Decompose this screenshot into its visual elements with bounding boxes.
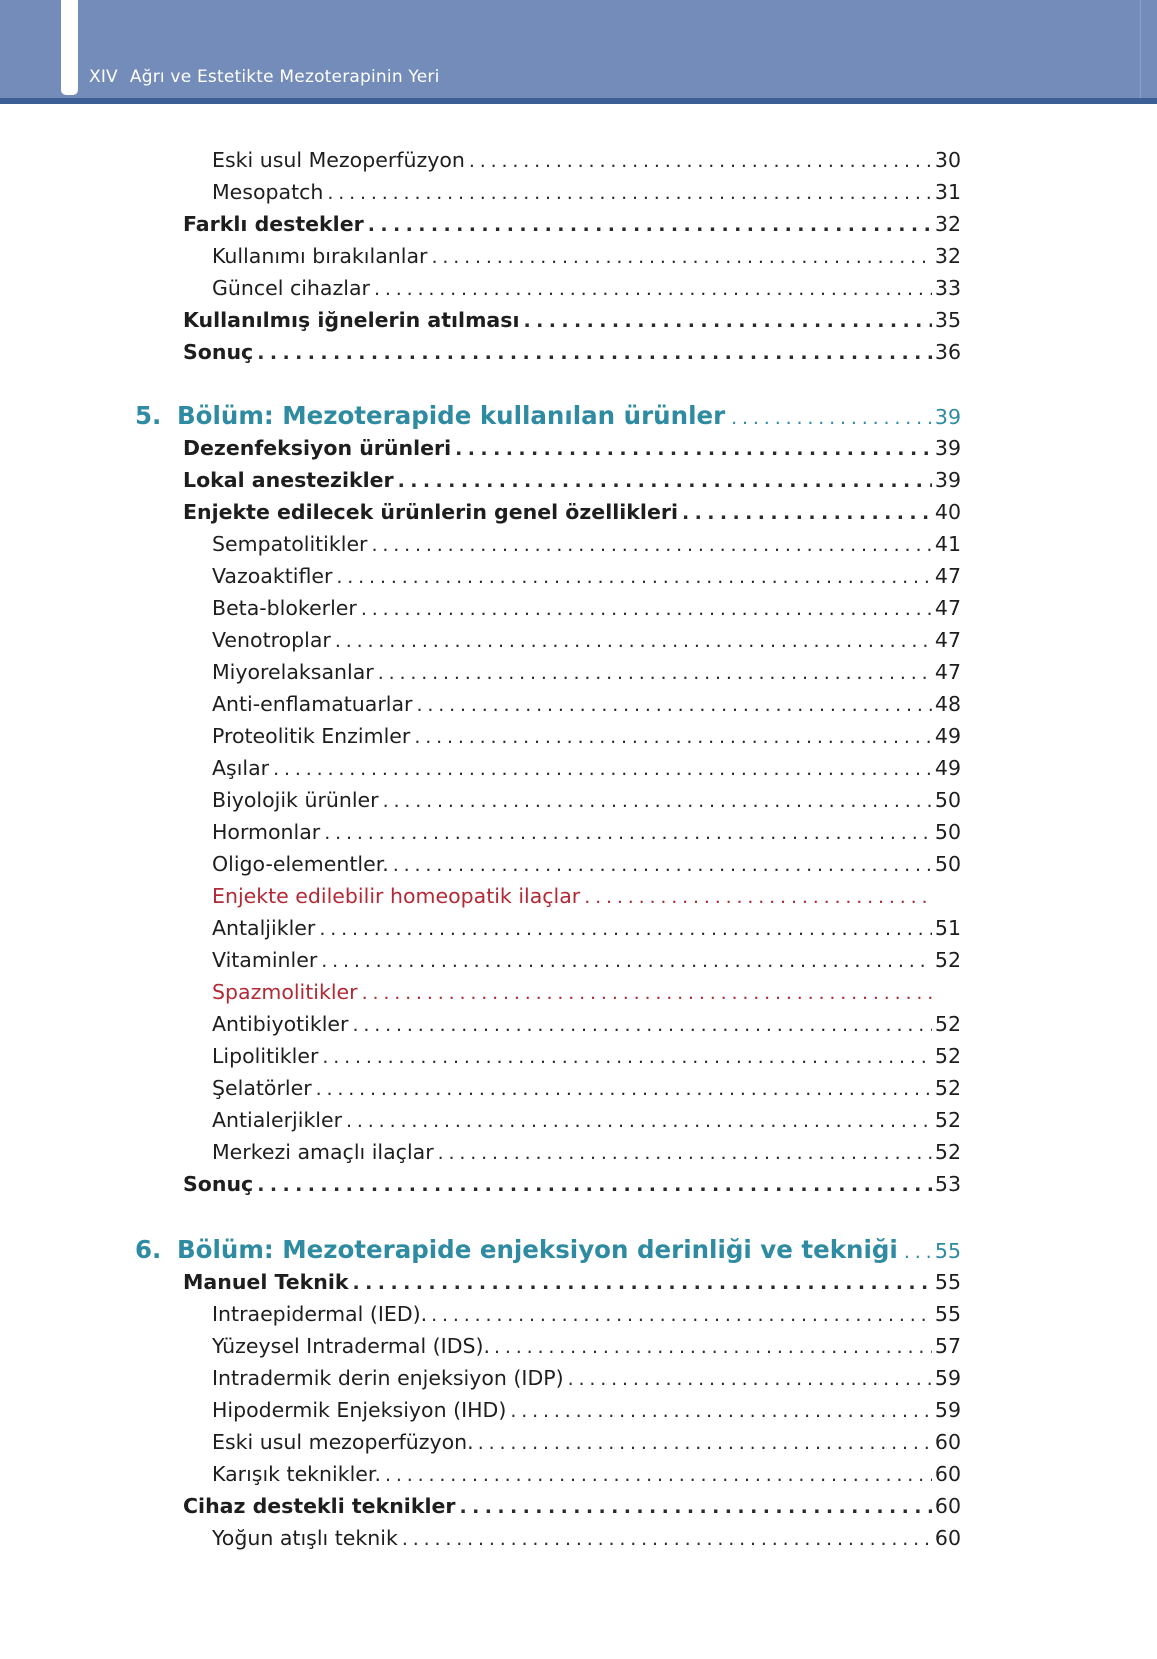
toc-entry-page: 60 [934,1462,961,1486]
toc-entry[interactable] [212,724,961,754]
toc-entry[interactable] [212,1430,961,1460]
toc-entry-title: Proteolitik Enzimler [212,724,411,748]
toc-entry-title: Mesopatch [212,180,324,204]
toc-section[interactable] [183,1172,961,1202]
toc-entry-title: Eski usul mezoperfüzyon. [212,1430,474,1454]
toc-entry-title: Karışık teknikler. [212,1462,381,1486]
toc-section[interactable] [183,340,961,370]
dot-leader [398,470,932,492]
dot-leader [335,630,932,652]
toc-entry-title: Enjekte edilebilir homeopatik ilaçlar [212,884,581,908]
toc-entry[interactable] [212,1012,961,1042]
dot-leader [431,246,931,268]
toc-entry-title: Manuel Teknik [183,1270,349,1294]
toc-section[interactable] [183,212,961,242]
toc-entry-highlighted[interactable] [212,884,961,914]
toc-entry[interactable] [212,788,961,818]
toc-entry[interactable] [212,1366,961,1396]
dot-leader [319,918,932,940]
book-title: Ağrı ve Estetikte Mezoterapinin Yeri [129,67,440,87]
dot-leader [510,1400,932,1422]
toc-entry[interactable] [212,1044,961,1074]
toc-entry-title: Dezenfeksiyon ürünleri [183,436,452,460]
toc-entry-page: 49 [934,756,961,780]
dot-leader [416,694,931,716]
toc-section[interactable] [183,468,961,498]
dot-leader [904,1241,932,1263]
dot-leader [352,1014,931,1036]
toc-entry-page: 47 [934,596,961,620]
toc-entry[interactable] [212,948,961,978]
toc-entry[interactable] [212,1462,961,1492]
dot-leader [371,534,931,556]
toc-entry-title: Sonuç [183,1172,254,1196]
toc-entry[interactable] [212,1398,961,1428]
chapter-number: 6. [135,1235,162,1264]
dot-leader [393,854,932,876]
toc-entry-title: Oligo-elementler. [212,852,389,876]
toc-entry-page: 35 [934,308,961,332]
toc-entry-page: 32 [934,244,961,268]
toc-entry-page: 50 [934,820,961,844]
dot-leader [431,1304,932,1326]
dot-leader [478,1432,932,1454]
running-header [89,67,440,87]
toc-chapter-5[interactable] [135,401,961,435]
toc-entry-page: 52 [934,1140,961,1164]
chapter-page: 55 [934,1239,961,1263]
toc-entry[interactable] [212,852,961,882]
dot-leader [385,1464,932,1486]
toc-entry[interactable] [212,564,961,594]
toc-entry-title: Antialerjikler [212,1108,343,1132]
toc-entry-page: 52 [934,1012,961,1036]
toc-entry-title: Antibiyotikler [212,1012,349,1036]
toc-entry-title: Venotroplar [212,628,331,652]
dot-leader [362,982,934,1004]
toc-entry[interactable] [212,916,961,946]
toc-entry[interactable] [212,820,961,850]
toc-entry-page: 55 [934,1270,961,1294]
dot-leader [257,1174,932,1196]
dot-leader [455,438,932,460]
chapter-title: Bölüm: Mezoterapide kullanılan ürünler [177,401,726,430]
toc-entry[interactable] [212,532,961,562]
toc-entry-page: 49 [934,724,961,748]
toc-entry-title: Enjekte edilecek ürünlerin genel özellikleri [183,500,678,524]
chapter-title: Bölüm: Mezoterapide enjeksiyon derinliği ve tekniği [177,1235,898,1264]
dot-leader [316,1078,932,1100]
dot-leader [568,1368,932,1390]
header-rule [0,98,1157,104]
toc-section[interactable] [183,1494,961,1524]
toc-entry-page: 31 [934,180,961,204]
toc-entry[interactable] [212,756,961,786]
toc-entry-title: Anti-enflamatuarlar [212,692,413,716]
dot-leader [322,1046,932,1068]
toc-entry-page: 39 [934,436,961,460]
toc-entry-title: Kullanımı bırakılanlar [212,244,428,268]
toc-entry[interactable] [212,628,961,658]
toc-entry-page: 57 [934,1334,961,1358]
toc-entry-title: Intradermik derin enjeksiyon (IDP) [212,1366,564,1390]
toc-entry-title: Şelatörler [212,1076,312,1100]
toc-entry-page: 59 [934,1366,961,1390]
toc-chapter-6[interactable] [135,1235,961,1269]
toc-entry[interactable] [212,1526,961,1556]
dot-leader [368,214,932,236]
toc-entry-title: Hipodermik Enjeksiyon (IHD) [212,1398,507,1422]
toc-entry-title: Aşılar [212,756,270,780]
toc-entry-title: Miyorelaksanlar [212,660,374,684]
toc-entry-title: Hormonlar [212,820,321,844]
header-edge-line [1140,0,1141,98]
dot-leader [524,310,932,332]
toc-entry-page: 36 [934,340,961,364]
toc-entry-title: Spazmolitikler [212,980,358,1004]
toc-entry-page: 60 [934,1526,961,1550]
dot-leader [353,1272,932,1294]
toc-entry-title: Lokal anestezikler [183,468,394,492]
toc-entry[interactable] [212,692,961,722]
toc-entry-title: Intraepidermal (IED). [212,1302,428,1326]
toc-entry-page: 60 [934,1494,961,1518]
toc-entry-page: 59 [934,1398,961,1422]
toc-entry-title: Merkezi amaçlı ilaçlar [212,1140,434,1164]
dot-leader [414,726,932,748]
toc-entry-page: 52 [934,1108,961,1132]
toc-section[interactable] [183,308,961,338]
chapter-page: 39 [934,405,961,429]
toc-entry-page: 52 [934,1076,961,1100]
toc-entry-page: 41 [934,532,961,556]
dot-leader [460,1496,932,1518]
toc-entry-page: 40 [934,500,961,524]
dot-leader [402,1528,932,1550]
dot-leader [257,342,932,364]
toc-entry[interactable] [212,660,961,690]
toc-entry-title: Vitaminler [212,948,318,972]
toc-entry-page: 48 [934,692,961,716]
toc-entry-title: Farklı destekler [183,212,364,236]
toc-entry-page: 55 [934,1302,961,1326]
toc-entry-page: 50 [934,852,961,876]
toc-entry-title: Yoğun atışlı teknik [212,1526,398,1550]
toc-entry[interactable] [212,596,961,626]
dot-leader [374,278,932,300]
toc-entry-page: 52 [934,948,961,972]
toc-entry-title: Eski usul Mezoperfüzyon [212,148,465,172]
toc-entry[interactable] [212,1140,961,1170]
dot-leader [346,1110,932,1132]
toc-entry[interactable] [212,276,961,306]
toc-section[interactable] [183,436,961,466]
toc-entry-highlighted[interactable] [212,980,961,1010]
toc-entry-page: 39 [934,468,961,492]
toc-entry-title: Biyolojik ürünler [212,788,379,812]
dot-leader [324,822,932,844]
dot-leader [682,502,932,524]
dot-leader [273,758,932,780]
dot-leader [469,150,932,172]
toc-entry-page: 50 [934,788,961,812]
toc-entry-page: 53 [934,1172,961,1196]
dot-leader [731,407,932,429]
toc-entry-title: Antaljikler [212,916,316,940]
dot-leader [321,950,932,972]
toc-entry-page: 47 [934,628,961,652]
toc-section[interactable] [183,500,961,530]
toc-entry-page: 60 [934,1430,961,1454]
toc-entry-title: Sempatolitikler [212,532,368,556]
toc-entry[interactable] [212,148,961,178]
dot-leader [361,598,932,620]
dot-leader [438,1142,932,1164]
page-header [0,0,1157,104]
toc-entry[interactable] [212,1076,961,1106]
toc-entry-page: 51 [934,916,961,940]
toc-entry-title: Cihaz destekli teknikler [183,1494,456,1518]
chapter-number: 5. [135,401,162,430]
toc-entry-page: 32 [934,212,961,236]
dot-leader [378,662,932,684]
toc-entry-page: 47 [934,564,961,588]
dot-leader [336,566,931,588]
toc-entry[interactable] [212,1108,961,1138]
dot-leader [383,790,932,812]
dot-leader [494,1336,932,1358]
toc-section[interactable] [183,1270,961,1300]
toc-entry-title: Lipolitikler [212,1044,319,1068]
toc-entry-page: 47 [934,660,961,684]
toc-entry-title: Kullanılmış iğnelerin atılması [183,308,520,332]
toc-entry[interactable] [212,1334,961,1364]
toc-entry-title: Vazoaktifler [212,564,333,588]
toc-entry-title: Yüzeysel Intradermal (IDS). [212,1334,491,1358]
toc-entry-page: 33 [934,276,961,300]
toc-entry[interactable] [212,180,961,210]
header-tab-marker [61,0,78,95]
dot-leader [584,886,934,908]
toc-entry[interactable] [212,244,961,274]
toc-entry[interactable] [212,1302,961,1332]
toc-entry-title: Sonuç [183,340,254,364]
dot-leader [327,182,932,204]
toc-entry-title: Beta-blokerler [212,596,357,620]
toc-entry-page: 52 [934,1044,961,1068]
toc-entry-title: Güncel cihazlar [212,276,370,300]
page-number: XIV [89,67,118,87]
toc-entry-page: 30 [934,148,961,172]
